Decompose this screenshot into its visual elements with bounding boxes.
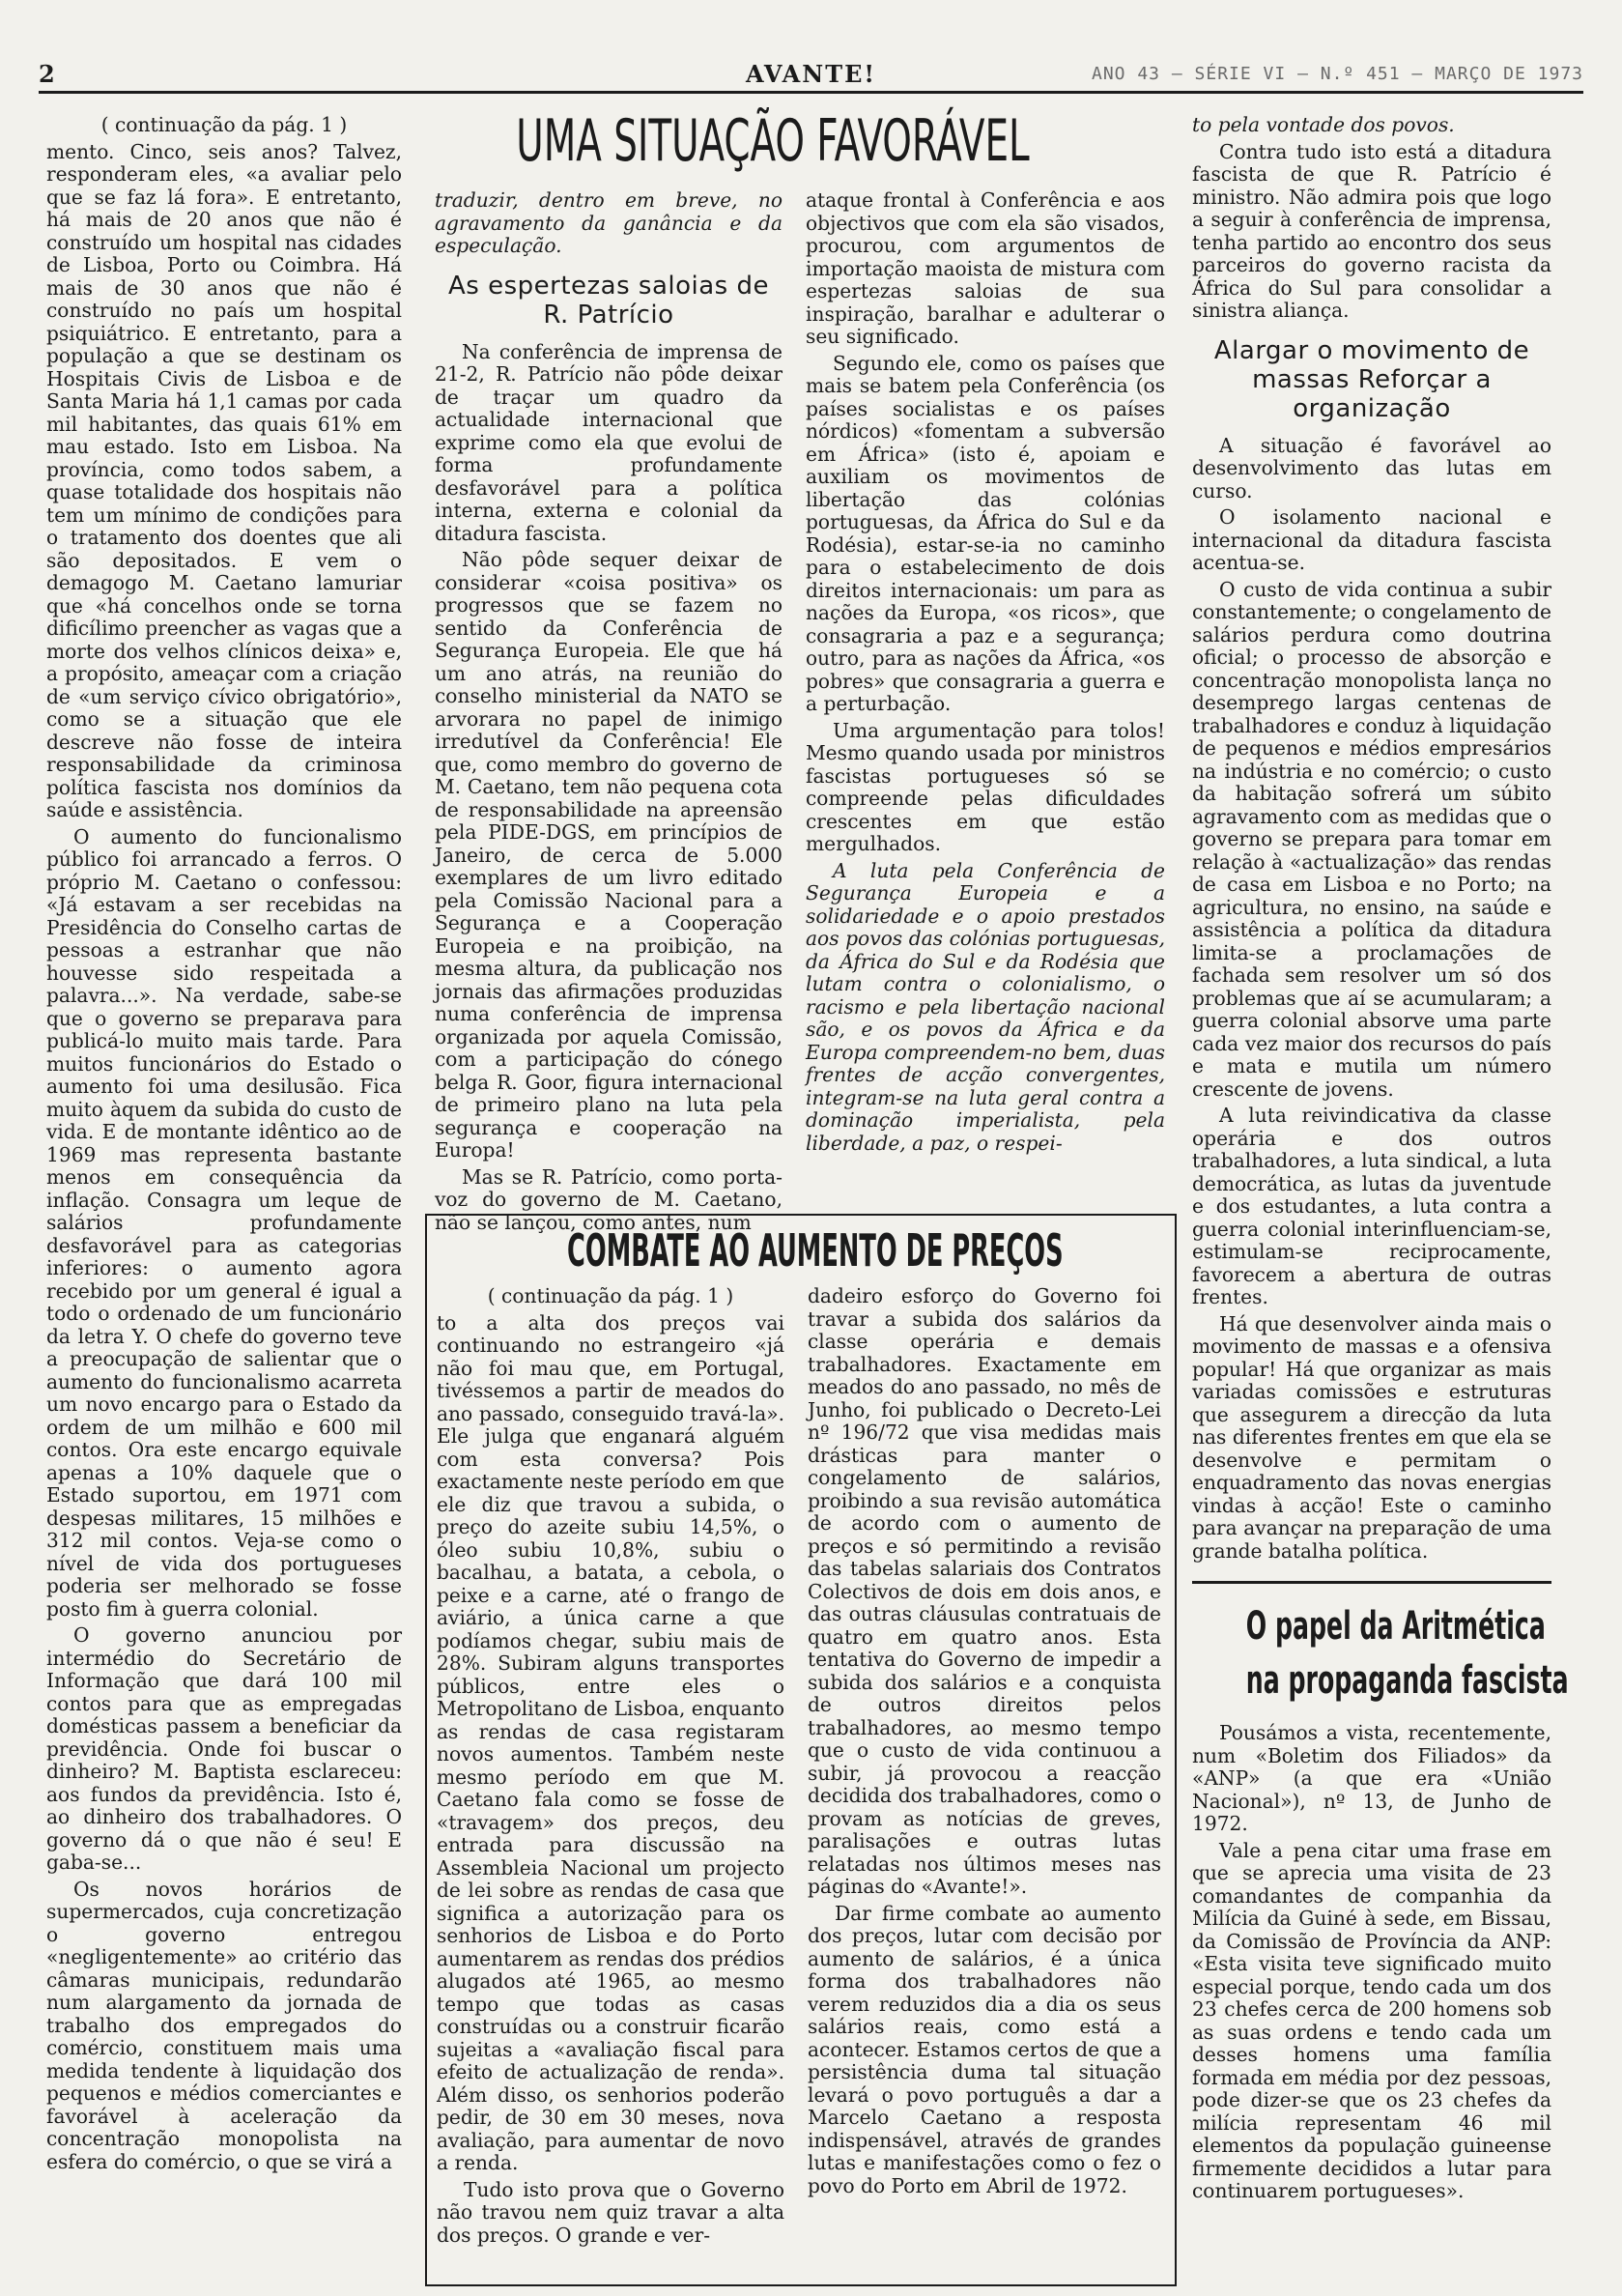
- aritmetica-title: [1192, 1599, 1569, 1708]
- paragraph: A situação é favorável ao desenvolvimento das lutas em curso.: [1192, 433, 1551, 502]
- paragraph: Não pôde sequer deixar de considerar «coisa positiva» os progressos que se fazem no sentido da Conferência de Segurança Europeia. Ele que há um ano atrás, na reunião do conselho ministerial da NATO se arvorara no papel de inimigo irredutível da Conferência! Ele que, como membro do governo de M. Caetano, tem não pequena cota de responsabilidade na apreensão pela PIDE-DGS, em princípios de Janeiro, de cerca de 5.000 exemplares de um livro editado pela Comissão Nacional para a Segurança e a Cooperação Europeia e na proibição, na mesma altura, da publicação nos jornais das afirmações produzidas numa conferência de imprensa organizada por aquela Comissão, com a participação do cónego belga R. Goor, figura internacional de primeiro plano na luta pela segurança e cooperação na Europa!: [435, 548, 783, 1162]
- article-title: UMA SITUAÇÃO FAVORÁVEL: [516, 107, 1030, 175]
- left-column: [46, 114, 402, 2274]
- combate-title-text: COMBATE AO AUMENTO DE PREÇOS: [567, 1224, 1064, 1277]
- combate-column-b: [808, 1285, 1161, 2276]
- paragraph: to a alta dos preços vai continuando no estrangeiro «já não foi mau que, em Portugal, tivéssemos a partir de meados do ano passado, conseguido travá-la». Ele julga que enganará alguém com esta conversa? Pois exactamente neste período em que ele diz que travou a subida, o preço do azeite subiu 14,5%, o óleo subiu 10,8%, subiu o bacalhau, a batata, a cebola, o peixe e a carne, até o frango de aviário, a única carne a que podíamos chegar, subiu mais de 28%. Subiram alguns transportes públicos, entre eles o Metropolitano de Lisboa, enquanto as rendas de casa registaram novos aumentos. Também neste mesmo período em que M. Caetano fala como se fosse de «travagem» dos preços, deu entrada para discussão na Assembleia Nacional um projecto de lei sobre as rendas de casa que significa a autorização para os senhorios de Lisboa e do Porto aumentarem as rendas dos prédios alugados até 1965, ao mesmo tempo que todas as casas construídas ou a construir ficarão sujeitas a «avaliação fiscal para efeito de actualização de renda». Além disso, os senhorios poderão pedir, de 30 em 30 meses, nova avaliação, para aumentar de novo a renda.: [437, 1310, 784, 2174]
- paragraph: O aumento do funcionalismo público foi arrancado a ferros. O próprio M. Caetano o confessou: «Já estavam a ser recebidas na Presidência do Conselho cartas de pessoas a estranhar que não houvesse sido respeitada a palavra...». Na verdade, sabe-se que o governo se preparava para publicá-lo muito mais tarde. Para muitos funcionários do Estado o aumento foi uma desilusão. Fica muito àquem da subida do custo de vida. E de montante idêntico ao de 1969 mas representa bastante menos em consequência da inflação. Consagra um leque de salários profundamente desfavorável para as categorias inferiores: o aumento agora recebido por um general é igual a todo o ordenado de um funcionário da letra Y. O chefe do governo teve a preocupação de salientar que o aumento do funcionalismo acarreta um novo encargo para o Estado da ordem de um milhão e 600 mil contos. Ora este encargo equivale apenas a 10% daquele que o Estado suportou, em 1971 com despesas militares, 15 milhões e 312 mil contos. Veja-se como o nível de vida dos portugueses poderia ser melhorado se fosse posto fim à guerra colonial.: [46, 824, 402, 1621]
- continued-note: ( continuação da pág. 1 ): [487, 1284, 734, 1307]
- paragraph: A luta pela Conferência de Segurança Europeia e a solidariedade e o apoio prestados aos povos das colónias portuguesas, da África do Sul e da Rodésia que lutam contra o colonialismo, o racismo e pela libertação nacional são, e os povos da África e da Europa compreendem-no bem, duas frentes de acção convergentes, integram-se na luta geral contra a dominação imperialista, pela liberdade, a paz, o respei-: [806, 858, 1165, 1155]
- paragraph: Tudo isto prova que o Governo não travou nem quiz travar a alta dos preços. O grande e ver-: [437, 2177, 784, 2247]
- paragraph: ataque frontal à Conferência e aos objectivos que com ela são visados, procurou, com argumentos de importação maoista de mistura com espertezas saloias de sua inspiração, baralhar e adulterar o seu significado.: [806, 188, 1165, 348]
- paragraph: O governo anunciou por intermédio do Secretário de Informação que dará 100 mil contos para que as empregadas domésticas passem a beneficiar da previdência. Onde foi buscar o dinheiro? M. Baptista esclareceu: aos fundos da previdência. Isto é, ao dinheiro dos trabalhadores. O governo dá o que não é seu! E gaba-se...: [46, 1623, 402, 1874]
- carry-over-line: to pela vontade dos povos.: [1192, 113, 1455, 136]
- continued-note: ( continuação da pág. 1 ): [100, 113, 348, 136]
- paragraph: Segundo ele, como os países que mais se batem pela Conferência (os países socialistas e os países nórdicos) «fomentam a subversão em África» (isto é, apoiam e auxiliam os movimentos de libertação das colónias portuguesas, da África do Sul e da Rodésia), estar-se-ia no caminho para o estabelecimento de dois direitos internacionais: um para as nações da Europa, «os ricos», que consagraria a paz e a segurança; outro, para as nações da África, «os pobres» que consagraria a guerra e a perturbação.: [806, 351, 1165, 715]
- paragraph: O custo de vida continua a subir constantemente; o congelamento de salários perdura como doutrina oficial; o processo de absorção e concentração monopolista lança no desemprego largas centenas de trabalhadores e conduz à liquidação de pequenos e médios empresários na indústria e no comércio; o custo da habitação sofrerá um súbito agravamento com as medidas que o governo se prepara para tomar em relação à «actualização» das rendas de casa em Lisboa e no Porto; na agricultura, no ensino, na saúde e assistência a política da ditadura limita-se a proclamações de fachada sem resolver um só dos problemas que aí se acumularam; a guerra colonial absorve uma parte cada vez maior dos recursos do país e mata e mutila um número crescente de jovens.: [1192, 577, 1551, 1101]
- paragraph: dadeiro esforço do Governo foi travar a subida dos salários da classe operária e demais trabalhadores. Exactamente em meados do ano passado, no mês de Junho, foi publicado o Decreto-Lei nº 196/72 que visa medidas mais drásticas para manter o congelamento de salários, proibindo a sua revisão automática de acordo com o aumento de preços e só permitindo a revisão das tabelas salariais dos Contratos Colectivos de dois em dois anos, e das outras cláusulas contratuais de quatro em quatro anos. Esta tentativa do Governo de impedir a subida dos salários e a conquista de outros direitos pelos trabalhadores, ao mesmo tempo que o custo de vida continuou a subir, já provocou a reacção decidida dos trabalhadores, como o provam as notícias de greves, paralisações e outras lutas relatadas nos últimos meses nas páginas do «Avante!».: [808, 1284, 1161, 1898]
- section-divider: [1192, 1581, 1551, 1584]
- article-subhead: As espertezas saloias de R. Patrício: [448, 271, 769, 330]
- paragraph: O isolamento nacional e internacional da ditadura fascista acentua-se.: [1192, 505, 1551, 574]
- right-column-top: [1192, 113, 1551, 1563]
- combate-title: [425, 1223, 1173, 1277]
- paragraph: Vale a pena citar uma frase em que se aprecia uma visita de 23 comandantes de companhia da Milícia da Guiné à sede, em Bissau, da Comissão de Província da ANP: «Esta visita teve significado muito especial porque, tendo cada um dos 23 chefes cerca de 200 homens sob as suas ordens e tendo cada um desses homens uma família formada em média por dez pessoas, pode dizer-se que os 23 chefes da milícia representam 46 mil elementos da população guineense firmemente decididos a lutar para continuarem portugueses».: [1192, 1838, 1551, 2202]
- paragraph: Pousámos a vista, recentemente, num «Boletim dos Filiados» da «ANP» (a que era «União Nacional»), nº 13, de Junho de 1972.: [1192, 1721, 1551, 1835]
- paragraph: Há que desenvolver ainda mais o movimento de massas e a ofensiva popular! Há que organizar as mais variadas comissões e estruturas que assegurem a direcção da luta nas diferentes frentes em que ela se desenvolve e permitam o enquadramento das novas energias vindas à acção! Este o caminho para avançar na preparação de uma grande batalha política.: [1192, 1311, 1551, 1563]
- paragraph: Contra tudo isto está a ditadura fascista de que R. Patrício é ministro. Não admira pois que logo a seguir à conferência de imprensa, tenha partido ao encontro dos seus parceiros do governo racista da África do Sul para consolidar a sinistra aliança.: [1192, 139, 1551, 322]
- aritmetica-title-line-2: na propaganda fascista: [1245, 1658, 1569, 1703]
- section-subhead: Alargar o movimento de massas Reforçar a organização: [1213, 335, 1530, 423]
- article-column-2: [435, 188, 783, 1234]
- masthead: AVANTE!: [746, 59, 876, 88]
- paragraph: Os novos horários de supermercados, cuja concretização o governo entregou «negligentemente» ao critério das câmaras municipais, redundarão num alargamento da jornada de trabalho dos empregados do comércio, constituem mais uma medida tendente à liquidação dos pequenos e médios comerciantes e favorável à aceleração da concentração monopolista na esfera do comércio, o que se virá a: [46, 1877, 402, 2173]
- paragraph: Dar firme combate ao aumento dos preços, lutar com decisão por aumento de salários, é a única forma dos trabalhadores não verem reduzidos dia a dia os seus salários reais, como está a acontecer. Estamos certos de que a persistência duma tal situação levará o povo português a dar a Marcelo Caetano a resposta indispensável, através de grandes lutas e manifestações como o fez o povo do Porto em Abril de 1972.: [808, 1901, 1161, 2197]
- paragraph: Mas se R. Patrício, como porta-voz do governo de M. Caetano, não se lançou, como antes, num: [435, 1164, 783, 1234]
- paragraph: Uma argumentação para tolos! Mesmo quando usada por ministros fascistas portugueses só se compreende pelas dificuldades crescentes em que estão mergulhados.: [806, 718, 1165, 855]
- combate-column-a: [437, 1285, 784, 2276]
- paragraph: A luta reivindicativa da classe operária e dos outros trabalhadores, a luta sindical, a luta democrática, as lutas da juventude e dos estudantes, a luta contra a guerra colonial interinfluenciam-se, estimulam-se reciprocamente, favorecem a abertura de outras frentes.: [1192, 1104, 1551, 1308]
- running-header: [39, 56, 1583, 94]
- paragraph: mento. Cinco, seis anos? Talvez, responderam eles, «a avaliar pelo que se faz lá fora». E entretanto, há mais de 20 anos que não é construído um hospital nas cidades de Lisboa, Porto ou Coimbra. Há mais de 30 anos que não é construído no país um hospital psiquiátrico. E entretanto, para a população a que se destinam os Hospitais Civis de Lisboa e de Santa Maria há 1,1 camas por cada mil habitantes, das quais 61% em mau estado. Isto em Lisboa. Na província, como todos sabem, a quase totalidade dos hospitais não tem um mínimo de condições para o tratamento dos doentes que ali são depositados. E vem o demagogo M. Caetano lamuriar que «há concelhos onde se torna dificílimo preencher as vagas que a morte dos velhos clínicos deixa» e, a propósito, ameaçar com a criação de «um serviço cívico obrigatório», como se a situação que ele descreve não fosse de inteira responsabilidade da criminosa política fascista nos domínios da saúde e assistência.: [46, 139, 402, 821]
- issue-line: ANO 43 — SÉRIE VI — N.º 451 — MARÇO DE 1973: [1092, 63, 1583, 84]
- aritmetica-title-line-1: O papel da Aritmética: [1245, 1604, 1546, 1649]
- page-number: 2: [39, 59, 55, 88]
- paragraph: Na conferência de imprensa de 21-2, R. Patrício não pôde deixar de traçar um quadro da actualidade internacional que exprime como ela que evolui de forma profundamente desfavorável para a política interna, externa e colonial da ditadura fascista.: [435, 339, 783, 545]
- aritmetica-article: [1192, 1722, 1551, 2275]
- article-column-3: [806, 189, 1165, 1214]
- article-intro: traduzir, dentro em breve, no agravamento da ganância e da especulação.: [435, 188, 783, 257]
